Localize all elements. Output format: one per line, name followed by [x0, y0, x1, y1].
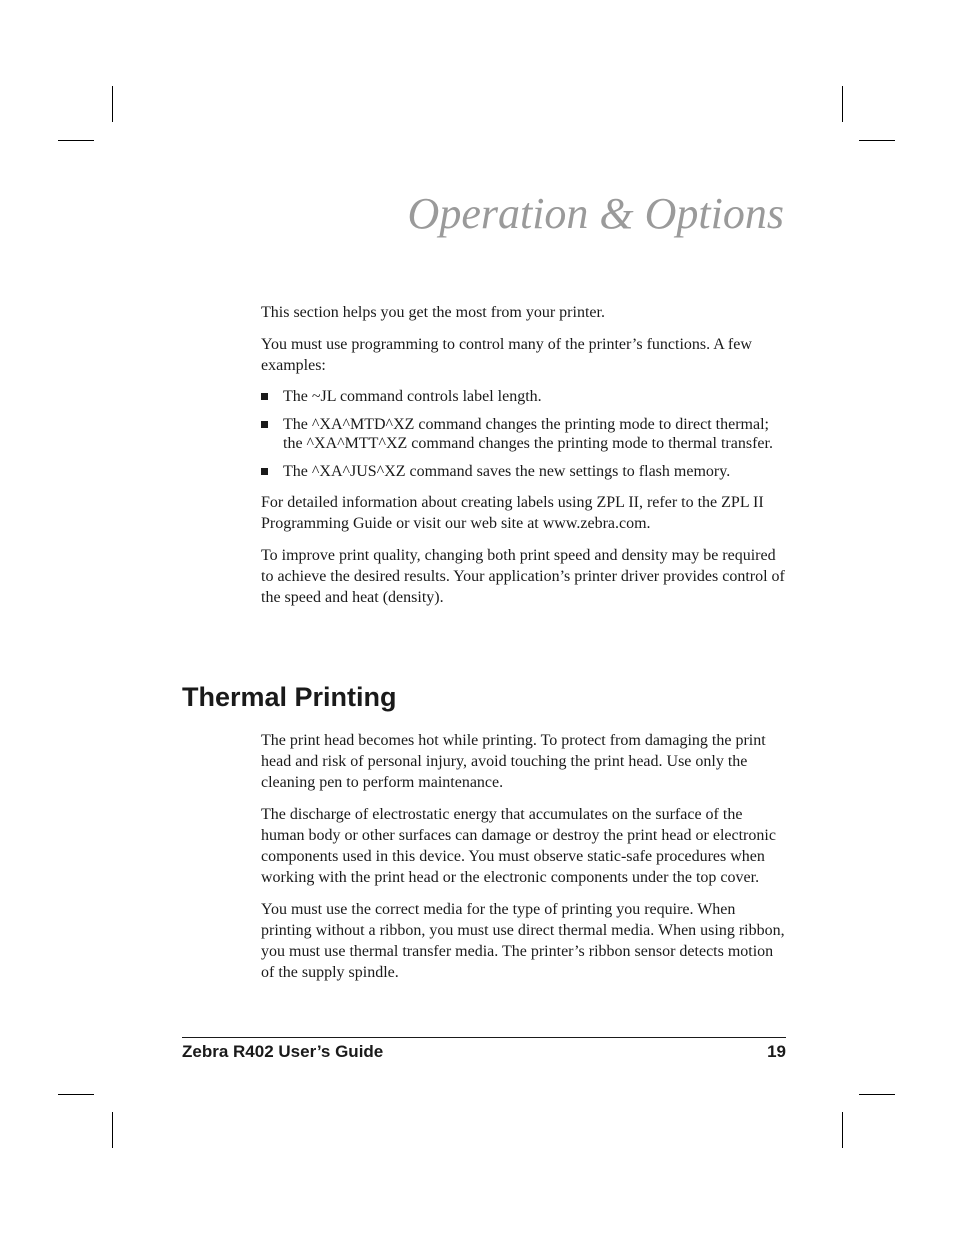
- thermal-paragraph: The discharge of electrostatic energy that accumulates on the surface of the human body or other surfaces can damage or destroy the print head or electronic components used in this device. You must observe static-safe procedures when working with the print head or the electronic components under the top cover.: [261, 806, 776, 886]
- list-item: [261, 462, 789, 482]
- command-examples-list: [261, 387, 789, 481]
- footer-guide-title: Zebra R402 User’s Guide: [182, 1042, 384, 1061]
- thermal-paragraph: You must use the correct media for the type of printing you require. When printing without a ribbon, you must use direct thermal media. When using ribbon, you must use thermal transfer media. The printer’s ribbon sensor detects motion of the supply spindle.: [261, 901, 785, 981]
- intro-paragraph: You must use programming to control many of the printer’s functions. A few examples:: [261, 336, 752, 374]
- list-item-text: The ~JL command controls label length.: [283, 388, 542, 405]
- crop-mark-top-right-horizontal: [859, 140, 895, 141]
- list-item: [261, 387, 789, 407]
- square-bullet-icon: [261, 393, 268, 400]
- list-item-text: The ^XA^JUS^XZ command saves the new settings to flash memory.: [283, 462, 731, 480]
- thermal-printing-section: [261, 730, 789, 994]
- intro-paragraph: To improve print quality, changing both print speed and density may be required to achieve the desired results. Your application’s printer driver provides control of the speed and heat (density).: [261, 547, 785, 606]
- list-item-text: The ^XA^MTD^XZ command changes the printing mode to direct thermal; the ^XA^MTT^XZ command changes the printing mode to thermal transfer.: [283, 415, 773, 452]
- footer-divider: [182, 1037, 786, 1038]
- crop-mark-bottom-left-horizontal: [58, 1094, 94, 1095]
- crop-mark-bottom-right-horizontal: [859, 1094, 895, 1095]
- chapter-title: Operation & Options: [407, 189, 784, 238]
- page-footer: [182, 1041, 786, 1063]
- square-bullet-icon: [261, 421, 268, 428]
- crop-mark-top-right-vertical: [842, 86, 843, 122]
- list-item: [261, 415, 789, 454]
- crop-mark-top-left-horizontal: [58, 140, 94, 141]
- crop-mark-bottom-right-vertical: [842, 1112, 843, 1148]
- intro-section: [261, 302, 789, 619]
- page-number: 19: [767, 1042, 786, 1061]
- square-bullet-icon: [261, 468, 268, 475]
- section-heading-thermal-printing: Thermal Printing: [182, 682, 397, 712]
- crop-mark-top-left-vertical: [112, 86, 113, 122]
- intro-paragraph: This section helps you get the most from your printer.: [261, 304, 605, 321]
- crop-mark-bottom-left-vertical: [112, 1112, 113, 1148]
- thermal-paragraph: The print head becomes hot while printing. To protect from damaging the print head and risk of personal injury, avoid touching the print head. Use only the cleaning pen to perform maintenance.: [261, 732, 766, 791]
- intro-paragraph: For detailed information about creating labels using ZPL II, refer to the ZPL II Programming Guide or visit our web site at www.zebra.com.: [261, 494, 764, 532]
